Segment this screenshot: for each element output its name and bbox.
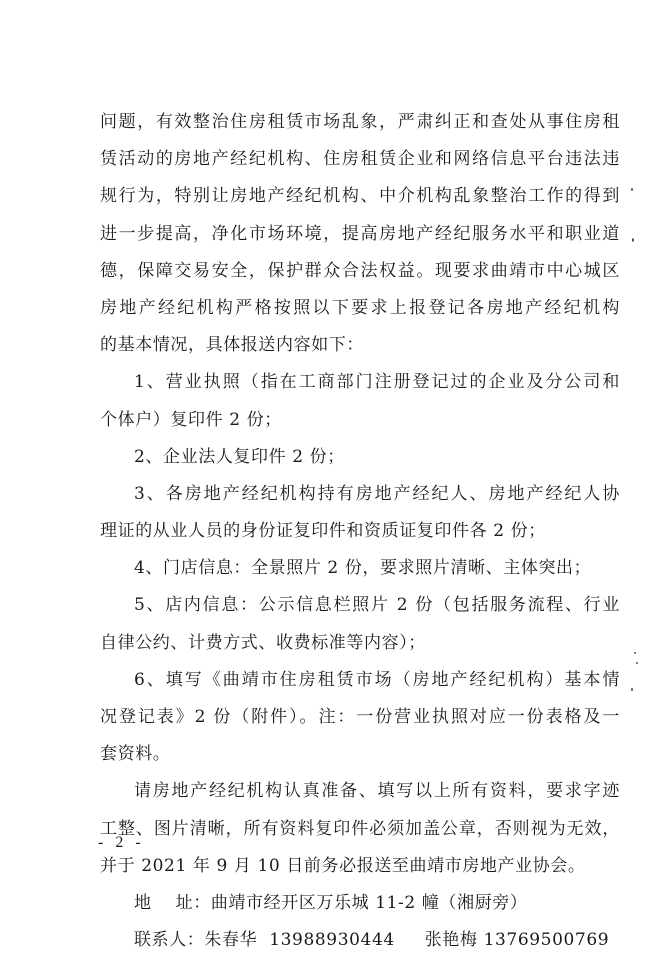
- text-line: 赁活动的房地产经纪机构、住房租赁企业和网络信息平台违法违: [100, 149, 620, 170]
- list-item-6-line: 况登记表》2 份（附件）。注：一份营业执照对应一份表格及一: [100, 707, 620, 727]
- text-line: 的基本情况，具体报送内容如下：: [100, 335, 364, 356]
- list-item-4-line: 4、门店信息：全景照片 2 份，要求照片清晰、主体突出；: [134, 558, 592, 579]
- text-line: 问题，有效整治住房租赁市场乱象，严肃纠正和查处从事住房租: [100, 112, 620, 132]
- list-item-2-line: 2、企业法人复印件 2 份；: [134, 446, 345, 467]
- scan-speck: [636, 662, 638, 664]
- list-item-5-line: 自律公约、计费方式、收费标准等内容）；: [100, 632, 426, 653]
- text-line: 进一步提高，净化市场环境，提高房地产经纪服务水平和职业道: [100, 223, 620, 244]
- list-item-6-line: 套资料。: [100, 744, 171, 765]
- text-line: 规行为，特别让房地产经纪机构、中介机构乱象整治工作的得到: [100, 186, 620, 207]
- list-item-1-line: 个体户）复印件 2 份；: [100, 409, 282, 430]
- scan-speck: [631, 688, 633, 691]
- request-paragraph-line: 请房地产经纪机构认真准备、填写以上所有资料，要求字迹: [134, 781, 620, 802]
- scan-speck: [632, 238, 634, 242]
- contact-line: 联系人：朱春华 13988930444 张艳梅 13769500769: [134, 930, 610, 951]
- request-paragraph-line: 并于 2021 年 9 月 10 日前务必报送至曲靖市房地产业协会。: [100, 855, 586, 876]
- list-item-3-line: 理证的从业人员的身份证复印件和资质证复印件各 2 份；: [100, 521, 546, 542]
- page-number: - 2 -: [98, 834, 145, 851]
- address-line: 地 址：曲靖市经开区万乐城 11-2 幢（湘厨旁）: [134, 892, 528, 913]
- list-item-1-line: 1、营业执照（指在工商部门注册登记过的企业及分公司和: [134, 372, 620, 393]
- list-item-5-line: 5、店内信息：公示信息栏照片 2 份（包括服务流程、行业: [134, 595, 620, 616]
- text-line: 房地产经纪机构严格按照以下要求上报登记各房地产经纪机构: [100, 297, 620, 318]
- list-item-3-line: 3、各房地产经纪机构持有房地产经纪人、房地产经纪人协: [134, 483, 620, 504]
- list-item-6-line: 6、填写《曲靖市住房租赁市场（房地产经纪机构）基本情: [134, 669, 620, 690]
- text-line: 德，保障交易安全，保护群众合法权益。现要求曲靖市中心城区: [100, 260, 620, 281]
- scan-speck: [634, 652, 636, 654]
- scan-speck: [631, 188, 633, 191]
- body-text: [100, 104, 620, 959]
- request-paragraph-line: 工整、图片清晰，所有资料复印件必须加盖公章，否则视为无效，: [100, 818, 620, 839]
